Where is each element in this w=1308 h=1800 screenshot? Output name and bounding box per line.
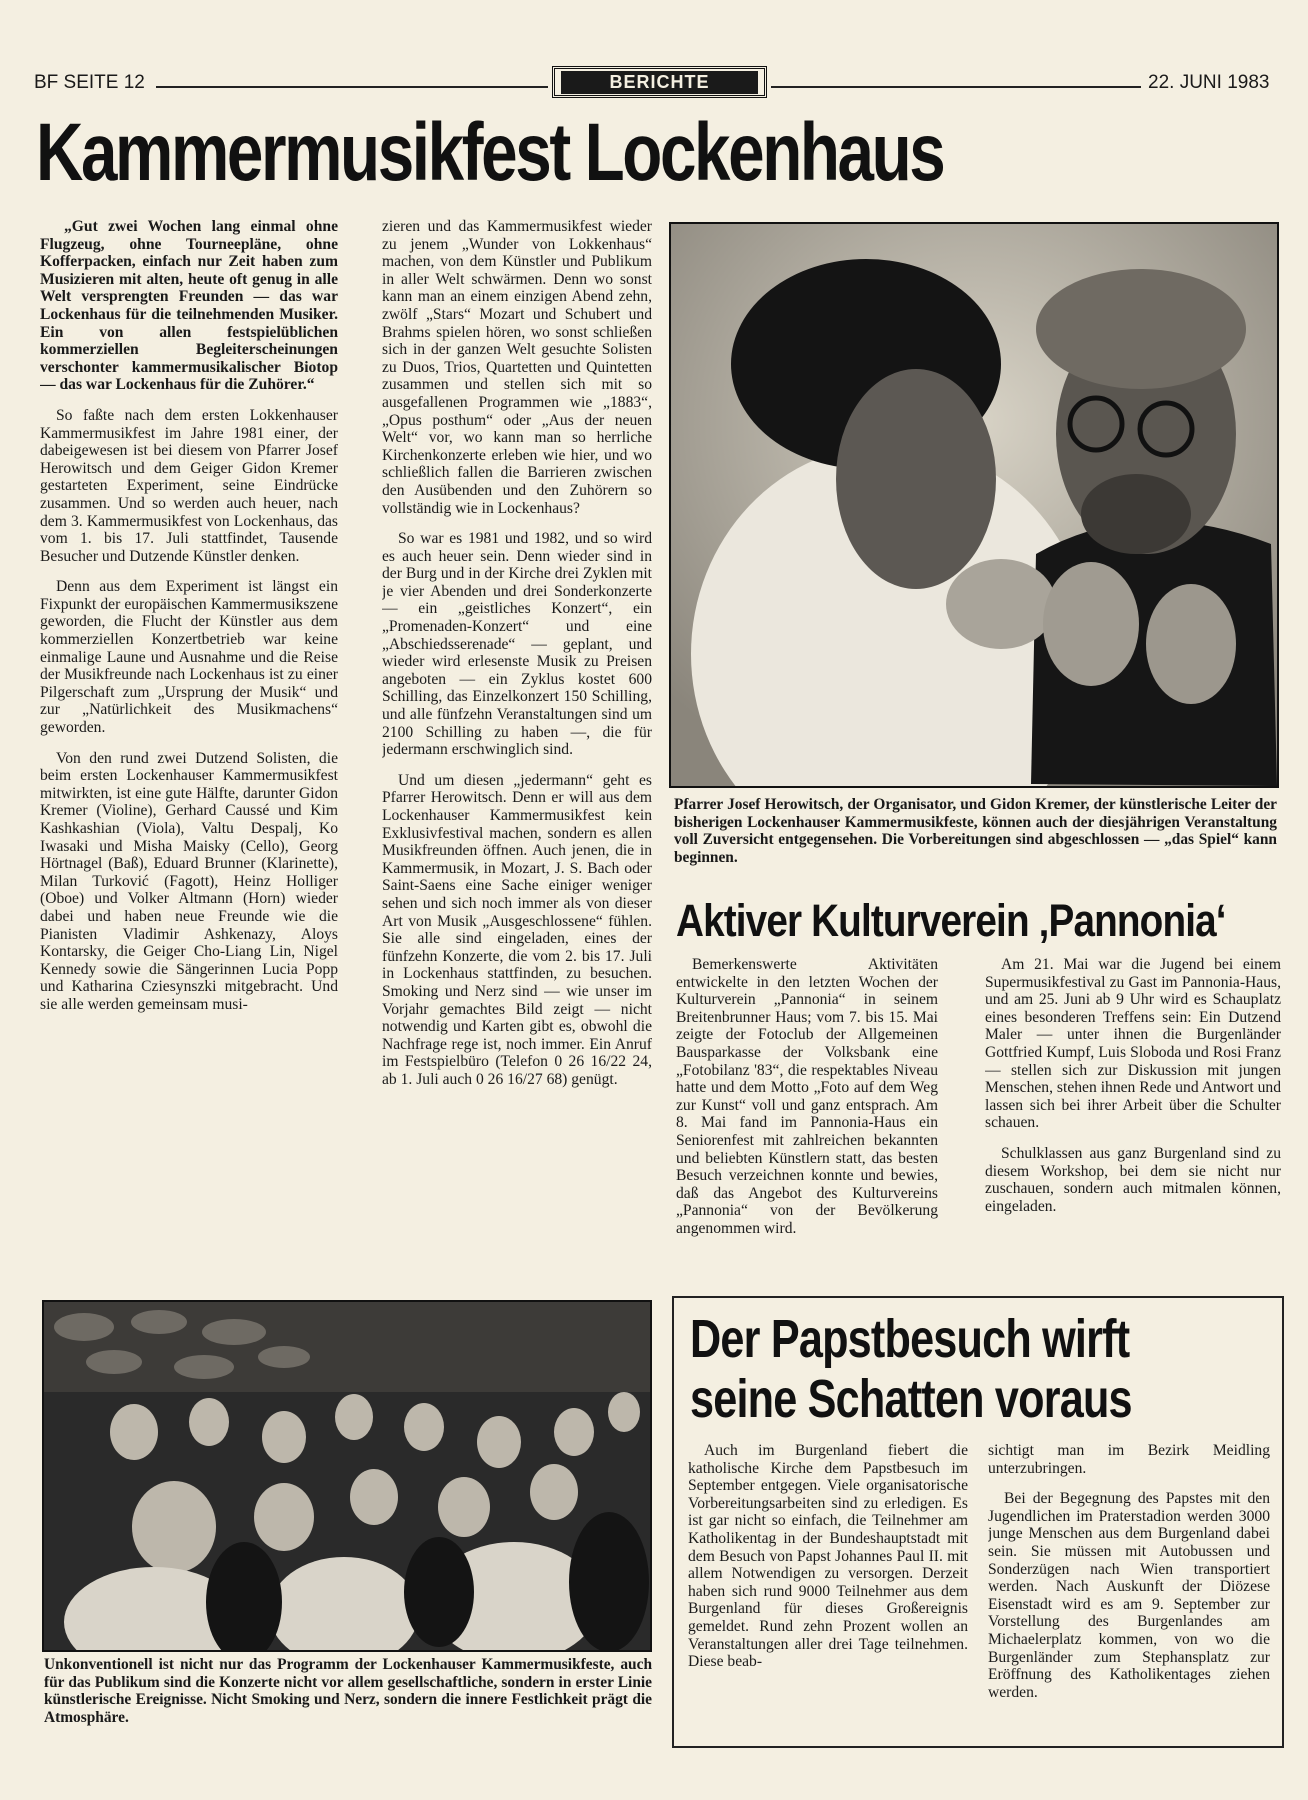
article-paragraph: sichtigt man im Bezirk Meidling unterzubringen. xyxy=(988,1442,1270,1477)
article-paragraph: Von den rund zwei Dutzend Solisten, die beim ersten Lockenhauser Kammermusikfest mitwirkten, ist eine gute Hälfte, darunter Gidon Kremer (Violine), Gerhard Caussé und Kim Kashkashian (Viola), Valtu Despalj, Ko Iwasaki und Misha Maisky (Cello), Georg Hörtnagel (Baß), Eduard Brunner (Klarinette), Milan Turković (Fagott), Heinz Holliger (Oboe) und Volker Altmann (Horn) wieder dabei und haben neue Freunde wie die Pianisten Vladimir Ashkenazy, Aloys Kontarsky, die Geiger Cho-Liang Lin, Nigel Kennedy sowie die Sängerinnen Lucia Popp und Katharina Cziesynszki mitgebracht. Und sie alle werden gemeinsam musi- xyxy=(40,749,338,1013)
section-badge xyxy=(552,66,767,98)
article-paragraph: zieren und das Kammermusikfest wieder zu jenem „Wunder von Lokkenhaus“ machen, von dem Künstler und Publikum in aller Welt schwärmen. Denn wo sonst kann man an einem einzigen Abend zehn, zwölf „Stars“ Mozart und Schubert und Brahms spielen hören, wo sonst schließen sich in der ganzen Welt gesuchte Solisten zu Duos, Trios, Quartetten und Quintetten zusammen und stellen sich mit so ausgefallenen Programmen wie „1883“, „Opus posthum“ oder „Aus der neuen Welt“ vor, wo kann man so herrliche Kirchenkonzerte erleben wie hier, und wo schließlich fallen die Barrieren zwischen den Ausübenden und den Zuhörern so vollständig wie in Lockenhaus? xyxy=(382,218,652,517)
issue-date: 22. JUNI 1983 xyxy=(1148,72,1270,93)
article-paragraph: Schulklassen aus ganz Burgenland sind zu diesem Workshop, bei dem sie nicht nur zuschauen, sondern auch mitmalen können, eingeladen. xyxy=(985,1144,1281,1215)
article-paragraph: Bemerkenswerte Aktivitäten entwickelte in den letzten Wochen der Kulturverein „Pannonia“ in seinem Breitenbrunner Haus; vom 7. bis 15. Mai zeigte der Fotoclub der Allgemeinen Bausparkasse der Volksbank eine „Fotobilanz '83“, die respektables Niveau hatte und dem Motto „Foto auf dem Weg zur Kunst“ voll und ganz entsprach. Am 8. Mai fand im Pannonia-Haus ein Seniorenfest mit zahlreichen bekannten und beliebten Künstlern statt, das besten Besuch verzeichnen konnte und bewies, daß das Angebot des Kulturvereins „Pannonia“ von der Bevölkerung angenommen wird. xyxy=(676,956,938,1237)
article-paragraph: Auch im Burgenland fiebert die katholische Kirche dem Papstbesuch im September entgegen. Viele organisatorische Vorbereitungsarbeiten sind zu erledigen. Es ist gar nicht so einfach, die Teilnehmer am Katholikentag in der Bundeshauptstadt mit dem Besuch von Papst Johannes Paul II. mit allem Notwendigen zu versorgen. Derzeit haben sich rund 9000 Teilnehmer aus dem Burgenland für dieses Großereignis gemeldet. Rund zehn Prozent wollen an Veranstaltungen aller drei Tage teilnehmen. Diese beab- xyxy=(688,1442,968,1671)
pannonia-column-1 xyxy=(676,956,938,1281)
papst-headline-line-1: Der Papstbesuch wirft xyxy=(690,1309,1130,1369)
article-lead: „Gut zwei Wochen lang einmal ohne Flugzeug, ohne Tourneepläne, ohne Kofferpacken, einfach nur Zeit haben zum Musizieren mit alten, heute oft genug in alle Welt versprengten Freunden — das war Lockenhaus für die teilnehmenden Musiker. Ein von allen festspielüblichen kommerziellen Begleiterscheinungen verschonter kammermusikalischer Biotop — das war Lockenhaus für die Zuhörer.“ xyxy=(40,218,338,394)
main-article-column-2 xyxy=(382,218,652,1288)
photo-herowitsch-kremer xyxy=(669,222,1279,788)
photo-illustration xyxy=(671,224,1277,786)
papst-headline-line-2: seine Schatten voraus xyxy=(690,1369,1132,1429)
main-article-column-1 xyxy=(40,218,338,1288)
header-rule-left xyxy=(156,86,548,88)
header-rule-right xyxy=(771,86,1141,88)
pannonia-column-2 xyxy=(985,956,1281,1281)
section-label: BERICHTE xyxy=(561,71,757,94)
article-paragraph: Am 21. Mai war die Jugend bei einem Supermusikfestival zu Gast im Pannonia-Haus, und am 25. Juni ab 9 Uhr wird es Schauplatz eines besonderen Treffens sein: Ein Dutzend Maler — unter ihnen die Burgenländer Gottfried Kumpf, Luis Sloboda und Rosi Franz — stellen sich zur Diskussion mit jungen Menschen, stehen ihnen Rede und Antwort und lassen sich bei ihrer Arbeit über die Schulter schauen. xyxy=(985,956,1281,1132)
papst-column-2 xyxy=(988,1442,1270,1737)
photo-audience xyxy=(42,1300,652,1652)
main-headline: Kammermusikfest Lockenhaus xyxy=(36,107,944,198)
audience-illustration xyxy=(44,1302,650,1650)
photo-caption-audience: Unkonventionell ist nicht nur das Programm der Lockenhauser Kammermusikfeste, auch für das Publikum sind die Konzerte nicht vor allem gesellschaftliche, sondern in erster Linie künstlerische Ereignisse. Nicht Smoking und Nerz, sondern die innere Festlichkeit prägt die Atmosphäre. xyxy=(44,1656,652,1726)
page-number: BF SEITE 12 xyxy=(34,72,145,93)
article-paragraph: Und um diesen „jedermann“ geht es Pfarrer Herowitsch. Denn er will aus dem Lockenhauser Kammermusikfest kein Exklusivfestival machen, sondern es allen Musikfreunden öffnen. Auch jenen, die in Kammermusik, in Mozart, J. S. Bach oder Saint-Saens eine Sache einiger weniger sehen und sich noch immer als von dieser Art von Musik „Ausgeschlossene“ fühlen. Sie alle sind eingeladen, eines der fünfzehn Konzerte, die vom 2. bis 17. Juli in Lockenhaus stattfinden, zu besuchen. Smoking und Nerz sind — wie unser im Vorjahr gemachtes Bild zeigt — nicht notwendig und Karten gibt es, obwohl die Nachfrage rege ist, noch immer. Ein Anruf im Festspielbüro (Telefon 0 26 16/22 24, ab 1. Juli auch 0 26 16/27 68) genügt. xyxy=(382,771,652,1088)
article-paragraph: Denn aus dem Experiment ist längst ein Fixpunkt der europäischen Kammermusikszene geworden, die Flucht der Künstler aus dem kommerziellen Konzertbetrieb war keine einmalige Laune und Ausnahme und die Reise der Musikfreunde nach Lockenhaus ist zu einer Pilgerschaft zum „Ursprung der Musik“ und zur „Natürlichkeit des Musikmachens“ geworden. xyxy=(40,578,338,737)
article-paragraph: So faßte nach dem ersten Lokkenhauser Kammermusikfest im Jahre 1981 einer, der dabeigewesen ist bei diesem von Pfarrer Josef Herowitsch und dem Geiger Gidon Kremer gestarteten Experiment, seine Eindrücke zusammen. Und so werden auch heuer, nach dem 3. Kammermusikfest von Lockenhaus, das vom 1. bis 17. Juli stattfindet, Tausende Besucher und Dutzende Künstler denken. xyxy=(40,406,338,565)
article-paragraph: So war es 1981 und 1982, und so wird es auch heuer sein. Denn wieder sind in der Burg und in der Kirche drei Zyklen mit je vier Abenden und drei Sonderkonzerte — ein „geistliches Konzert“, ein „Promenaden-Konzert“ und eine „Abschiedsserenade“ — geplant, und wieder wird erlesenste Musik zu Preisen angeboten — ein Zyklus kostet 600 Schilling, das Einzelkonzert 150 Schilling, und alle fünfzehn Veranstaltungen sind um 2100 Schilling zu haben —, die für jedermann erschwinglich sind. xyxy=(382,530,652,759)
pannonia-headline: Aktiver Kulturverein ‚Pannonia‘ xyxy=(676,895,1226,946)
article-paragraph: Bei der Begegnung des Papstes mit den Jugendlichen im Praterstadion werden 3000 junge Menschen aus dem Burgenland dabei sein. Sie müssen mit Autobussen und Sonderzügen nach Wien transportiert werden. Nach Auskunft der Diözese Eisenstadt wird es am 9. September zur Vorstellung des Burgenlandes am Michaelerplatz kommen, von wo die Burgenländer zum Stephansplatz zur Eröffnung des Katholikentages ziehen werden. xyxy=(988,1490,1270,1701)
papst-column-1 xyxy=(688,1442,968,1737)
photo-caption-herowitsch-kremer: Pfarrer Josef Herowitsch, der Organisator, und Gidon Kremer, der künstlerische Leiter der bisherigen Lockenhauser Kammermusikfeste, können auch der diesjährigen Veranstaltung voll Zuversicht entgegensehen. Die Vorbereitungen sind abgeschlossen — „das Spiel“ kann beginnen. xyxy=(674,796,1277,866)
